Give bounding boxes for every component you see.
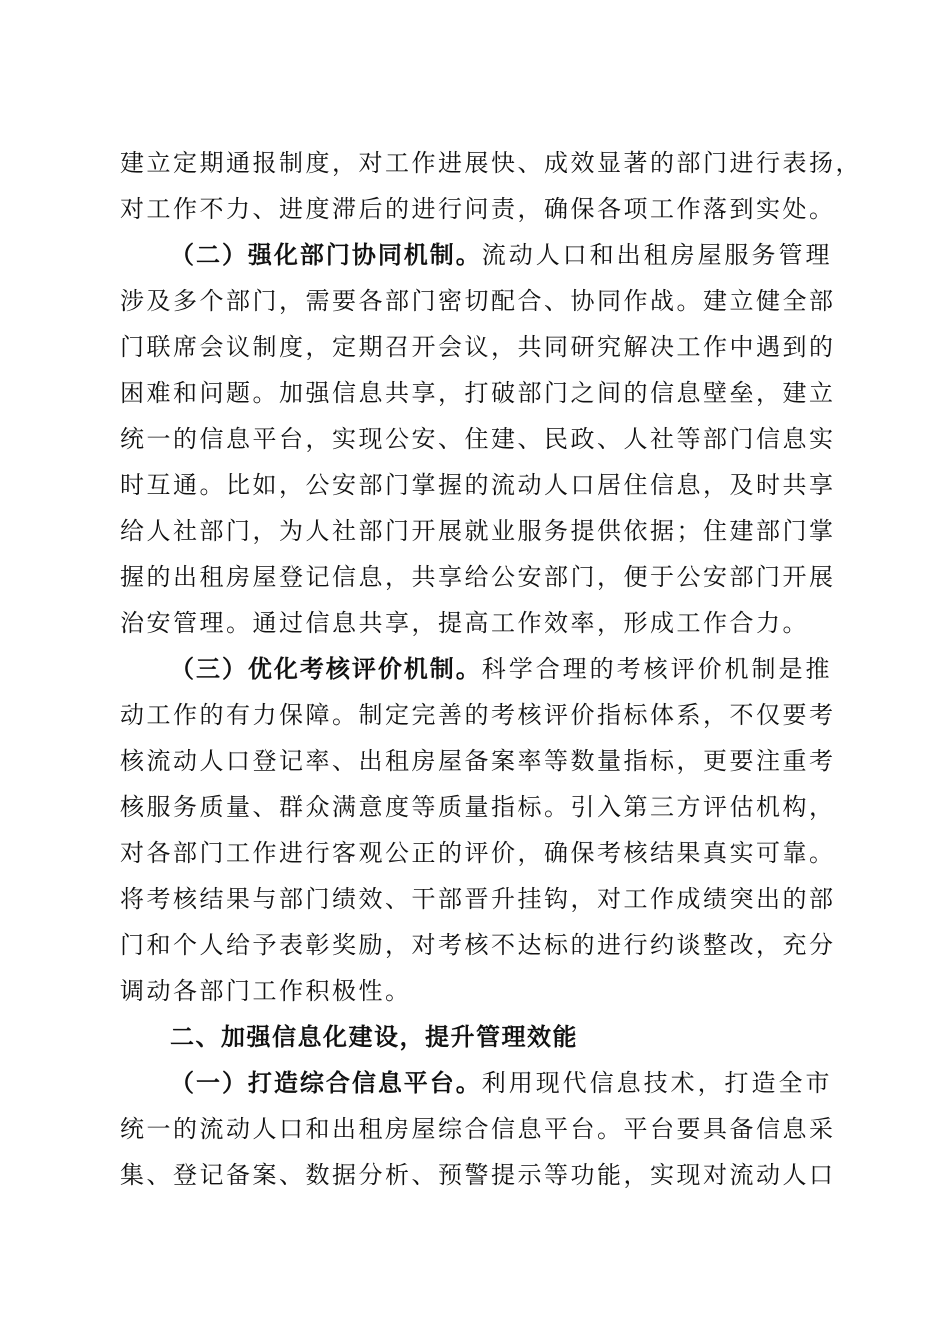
section-3-heading: （三）优化考核评价机制。 (170, 655, 482, 683)
section-3-first-text: 科学合理的考核评价机制是推 (481, 655, 832, 683)
text-line: 给人社部门，为人社部门开展就业服务提供依据；住建部门掌 (120, 517, 836, 545)
text-line: 集、登记备案、数据分析、预警提示等功能，实现对流动人口 (120, 1161, 836, 1189)
text-line: 将考核结果与部门绩效、干部晋升挂钩，对工作成绩突出的部 (120, 885, 836, 913)
text-line: 对各部门工作进行客观公正的评价，确保考核结果真实可靠。 (120, 839, 836, 867)
text-line: 核流动人口登记率、出租房屋备案率等数量指标，更要注重考 (120, 747, 836, 775)
section-2-first-line (120, 232, 832, 278)
section-3-first-line (120, 646, 832, 692)
text-line: 调动各部门工作积极性。 (120, 977, 412, 1005)
text-line: 核服务质量、群众满意度等质量指标。引入第三方评估机构， (120, 793, 836, 821)
section-4-heading: （一）打造综合信息平台。 (170, 1069, 482, 1097)
section-4-first-line (120, 1060, 832, 1106)
text-line: 治安管理。通过信息共享，提高工作效率，形成工作合力。 (120, 609, 809, 637)
text-line: 涉及多个部门，需要各部门密切配合、协同作战。建立健全部 (120, 287, 836, 315)
section-2-heading: （二）强化部门协同机制。 (170, 241, 482, 269)
text-line: 统一的流动人口和出租房屋综合信息平台。平台要具备信息采 (120, 1115, 836, 1143)
text-line: 建立定期通报制度，对工作进展快、成效显著的部门进行表扬， (120, 149, 862, 177)
text-line: 门联席会议制度，定期召开会议，共同研究解决工作中遇到的 (120, 333, 836, 361)
section-4-first-text: 利用现代信息技术，打造全市 (481, 1069, 832, 1097)
text-line: 握的出租房屋登记信息，共享给公安部门，便于公安部门开展 (120, 563, 836, 591)
chapter-heading: 二、加强信息化建设，提升管理效能 (170, 1023, 578, 1051)
text-line: 统一的信息平台，实现公安、住建、民政、人社等部门信息实 (120, 425, 836, 453)
text-line: 时互通。比如，公安部门掌握的流动人口居住信息，及时共享 (120, 471, 836, 499)
section-2-first-text: 流动人口和出租房屋服务管理 (481, 241, 832, 269)
text-line: 动工作的有力保障。制定完善的考核评价指标体系，不仅要考 (120, 701, 836, 729)
text-line: 门和个人给予表彰奖励，对考核不达标的进行约谈整改，充分 (120, 931, 836, 959)
text-line: 困难和问题。加强信息共享，打破部门之间的信息壁垒，建立 (120, 379, 836, 407)
text-line: 对工作不力、进度滞后的进行问责，确保各项工作落到实处。 (120, 195, 836, 223)
document-body (120, 140, 862, 1198)
